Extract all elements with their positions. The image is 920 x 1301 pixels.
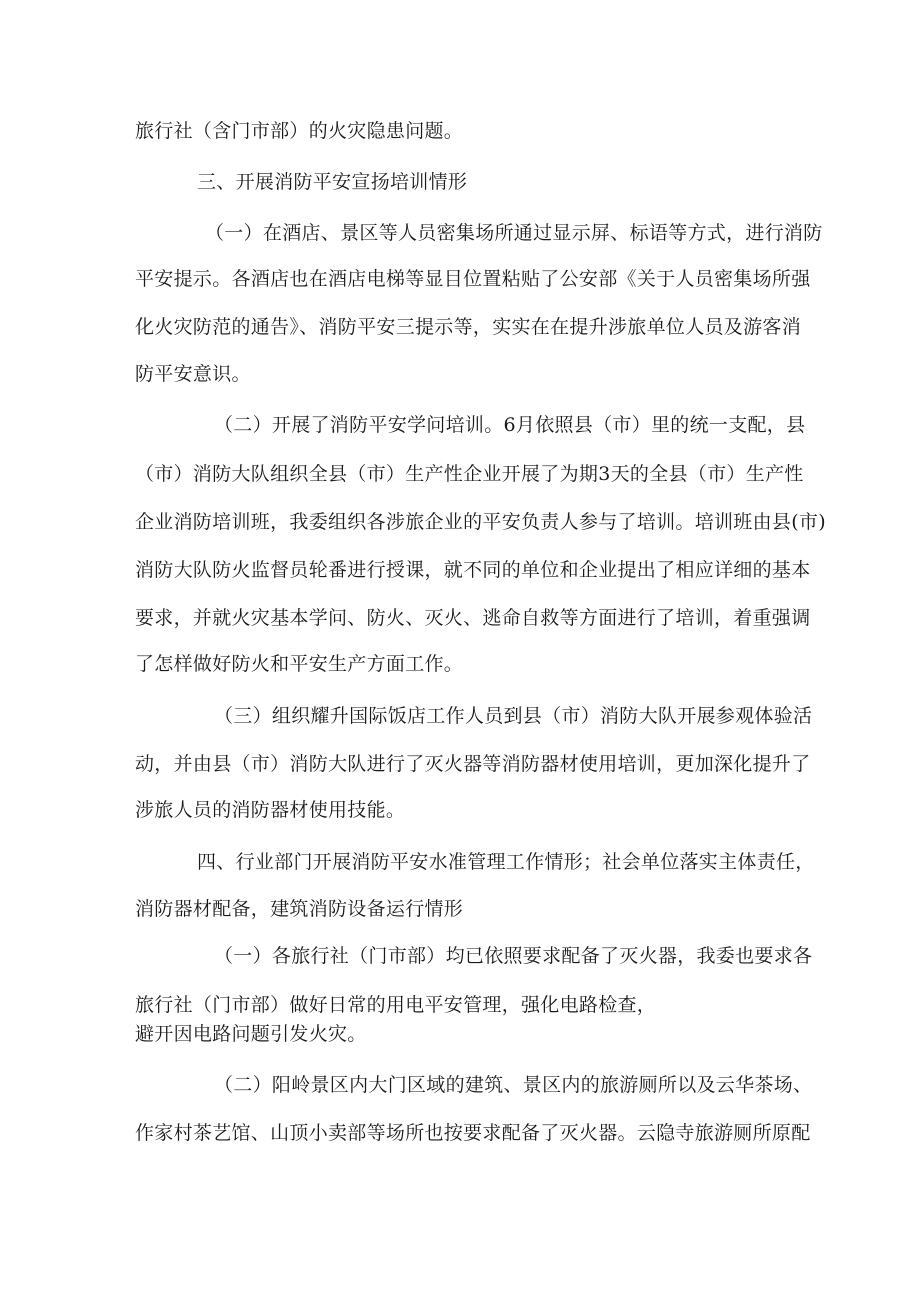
text-line: （三）组织耀升国际饭店工作人员到县（市）消防大队开展参观体验活 bbox=[214, 705, 813, 727]
text-line: 化火灾防范的通告》、消防平安三提示等，实实在在提升涉旅单位人员及游客消 bbox=[135, 316, 802, 338]
text-line: 涉旅人员的消防器材使用技能。 bbox=[135, 799, 406, 821]
text-line: （二）开展了消防平安学问培训。6月依照县（市）里的统一支配，县 bbox=[214, 414, 806, 436]
text-line: 旅行社（含门市部）的火灾隐患问题。 bbox=[135, 120, 464, 142]
text-line: 消防大队防火监督员轮番进行授课，就不同的单位和企业提出了相应详细的基本 bbox=[135, 559, 811, 581]
text-line: 了怎样做好防火和平安生产方面工作。 bbox=[135, 653, 464, 675]
text-line: 平安提示。各酒店也在酒店电梯等显目位置粘贴了公安部《关于人员密集场所强 bbox=[135, 268, 811, 290]
text-line: 旅行社（门市部）做好日常的用电平安管理，强化电路检查， bbox=[135, 994, 657, 1016]
text-line: 要求，并就火灾基本学问、防火、灭火、逃命自救等方面进行了培训，着重强调 bbox=[135, 607, 811, 629]
text-line: （市）消防大队组织全县（市）生产性企业开展了为期3天的全县（市）生产性 bbox=[135, 463, 804, 485]
section-heading: 消防器材配备，建筑消防设备运行情形 bbox=[135, 898, 464, 920]
text-line: （一）各旅行社（门市部）均已依照要求配备了灭火器，我委也要求各 bbox=[214, 945, 813, 967]
text-line: 作家村茶艺馆、山顶小卖部等场所也按要求配备了灭火器。云隐寺旅游厕所原配 bbox=[135, 1122, 811, 1144]
section-heading: 四、行业部门开展消防平安水准管理工作情形；社会单位落实主体责任， bbox=[197, 851, 815, 873]
text-line: （一）在酒店、景区等人员密集场所通过显示屏、标语等方式，进行消防 bbox=[205, 222, 823, 244]
text-line: （二）阳岭景区内大门区域的建筑、景区内的旅游厕所以及云华茶场、 bbox=[214, 1074, 813, 1096]
text-line: 避开因电路问题引发火灾。 bbox=[135, 1023, 367, 1045]
text-line: 企业消防培训班，我委组织各涉旅企业的平安负责人参与了培训。培训班由县(市) bbox=[135, 511, 826, 533]
text-line: 防平安意识。 bbox=[135, 363, 251, 385]
section-heading: 三、开展消防平安宣扬培训情形 bbox=[197, 171, 468, 193]
text-line: 动，并由县（市）消防大队进行了灭火器等消防器材使用培训，更加深化提升了 bbox=[135, 753, 811, 775]
